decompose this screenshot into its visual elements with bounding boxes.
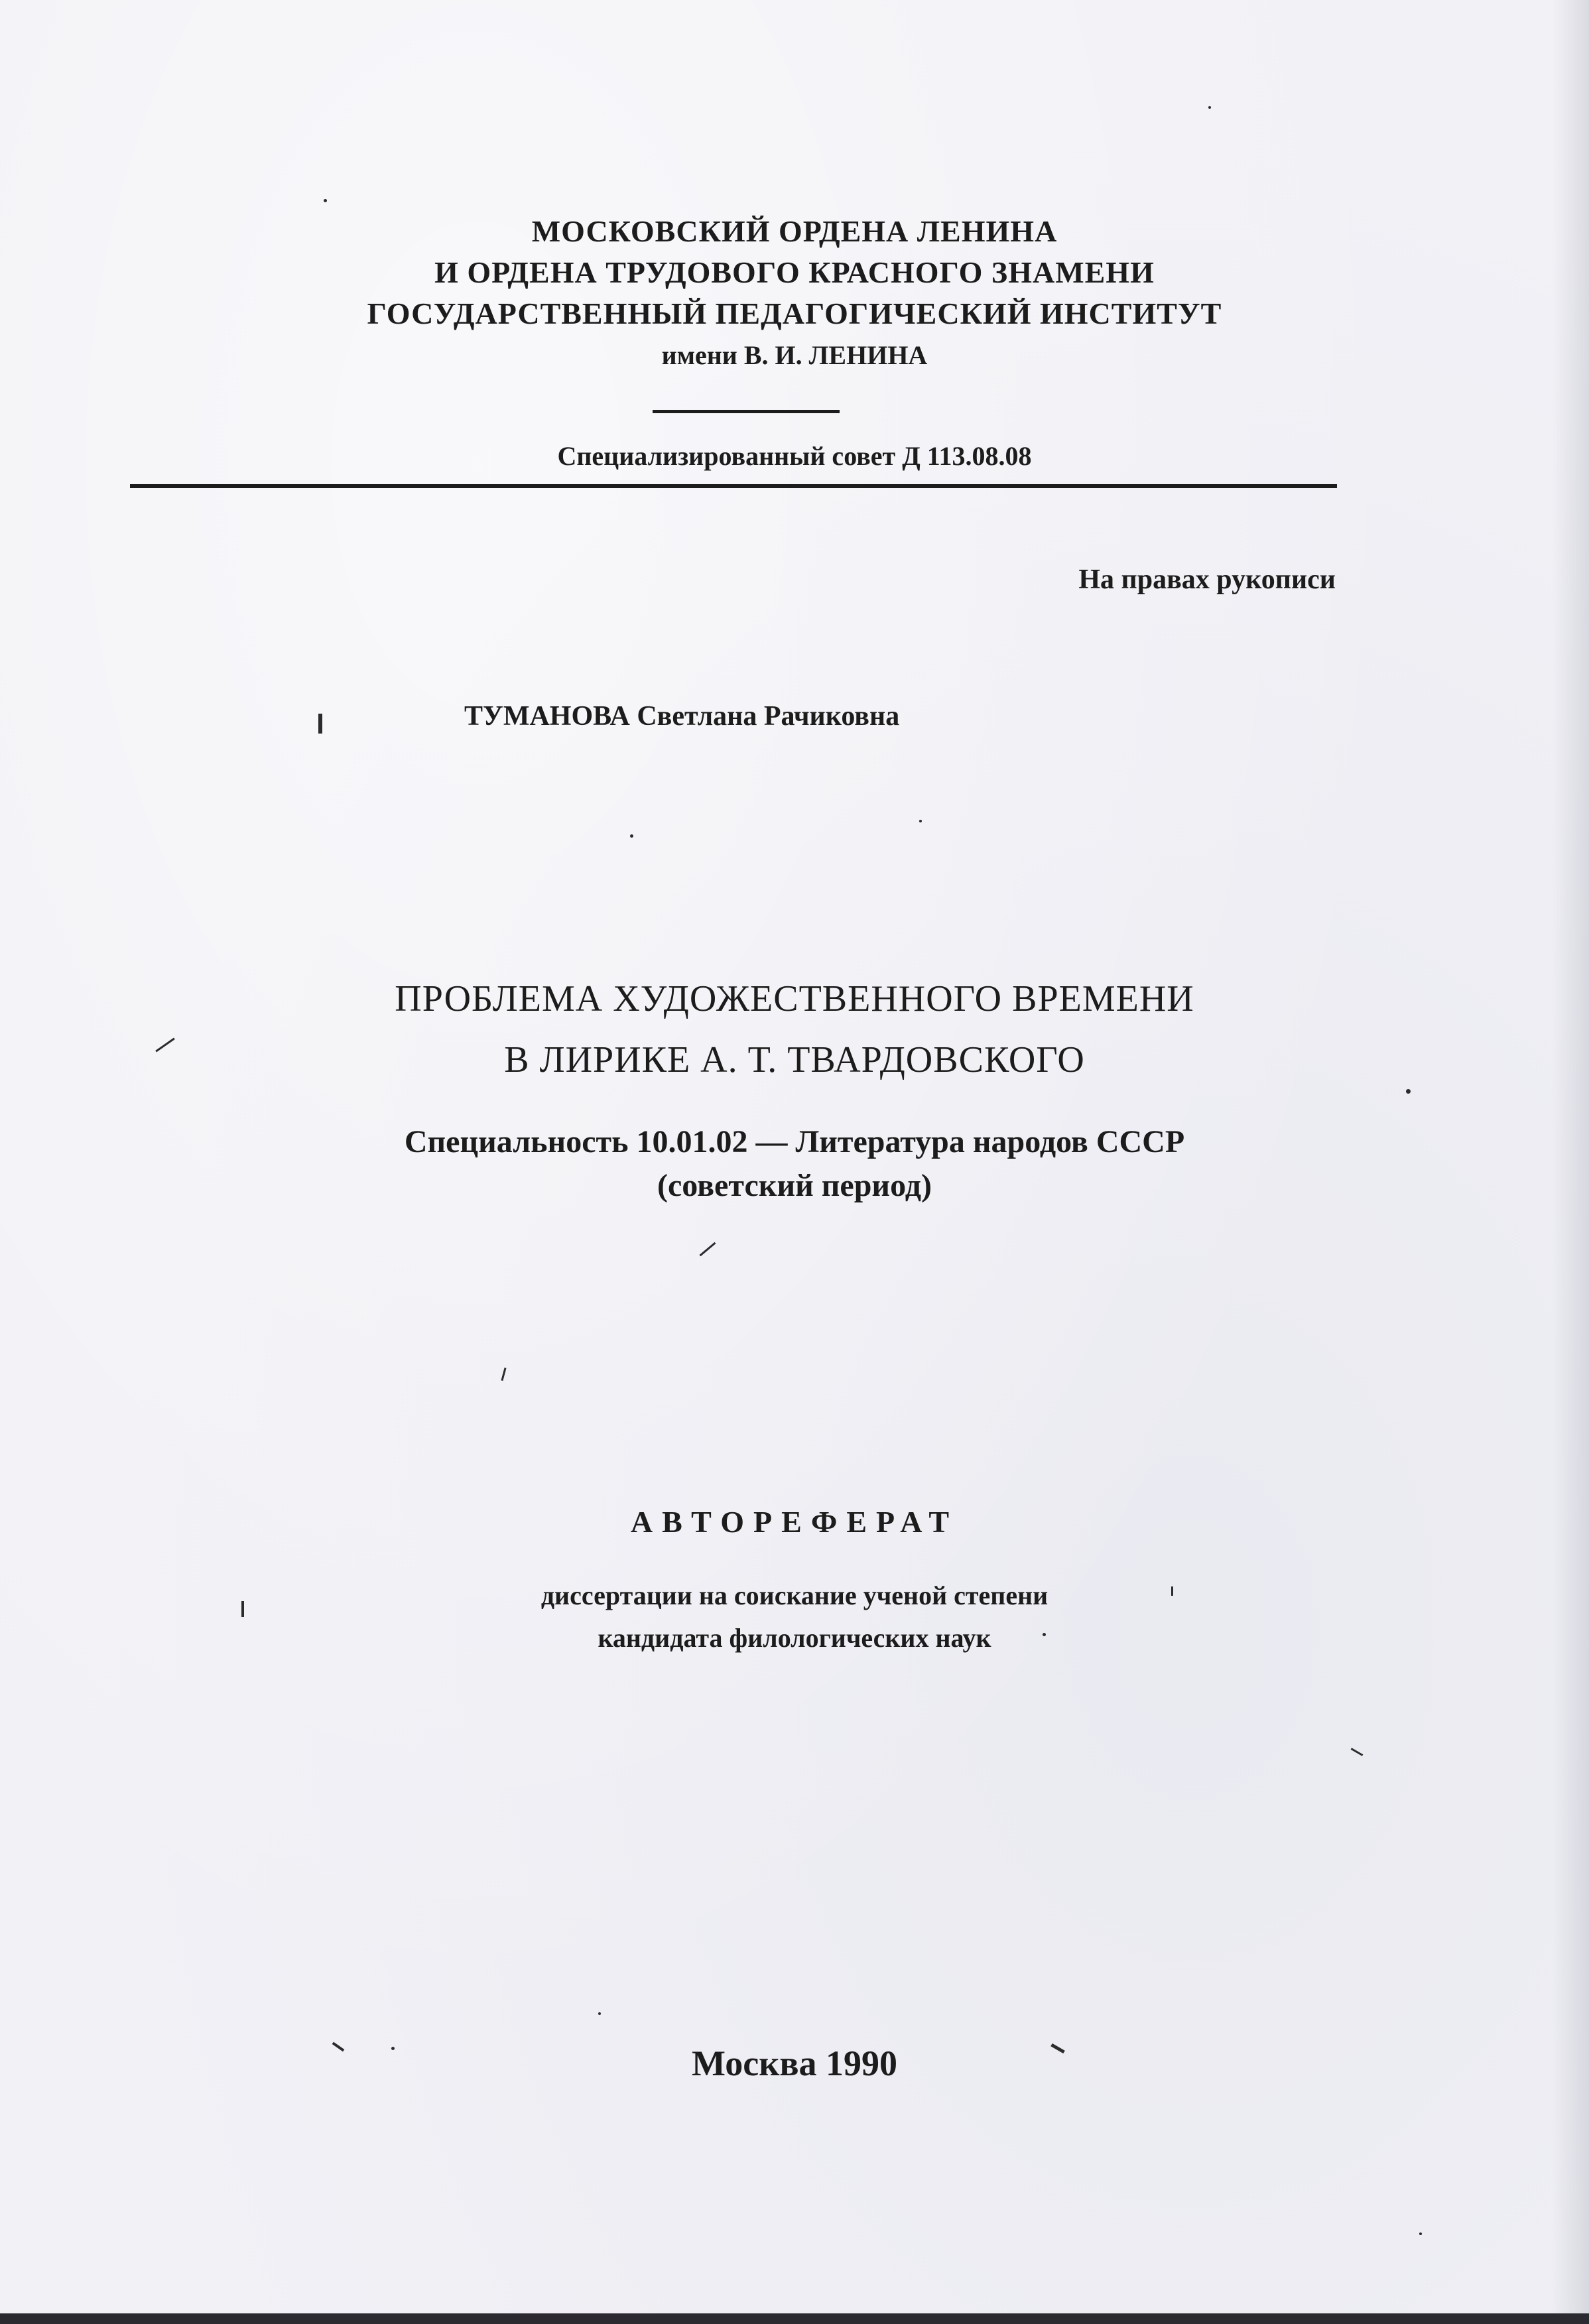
scan-speck bbox=[1043, 1633, 1046, 1636]
title-line-2: В ЛИРИКЕ А. Т. ТВАРДОВСКОГО bbox=[504, 1039, 1085, 1080]
header-divider-short bbox=[653, 410, 840, 413]
institution-line-3: ГОСУДАРСТВЕННЫЙ ПЕДАГОГИЧЕСКИЙ ИНСТИТУТ bbox=[367, 296, 1222, 330]
specialty-line-1: Специальность 10.01.02 — Литература народов СССР bbox=[404, 1124, 1185, 1159]
city-year: Москва 1990 bbox=[692, 2043, 897, 2083]
specialty-line-2: (советский период) bbox=[657, 1168, 932, 1203]
council-line: Специализированный совет Д 113.08.08 bbox=[557, 441, 1032, 471]
institution-line-2: И ОРДЕНА ТРУДОВОГО КРАСНОГО ЗНАМЕНИ bbox=[434, 255, 1155, 289]
title-line-1: ПРОБЛЕМА ХУДОЖЕСТВЕННОГО ВРЕМЕНИ bbox=[395, 978, 1194, 1019]
header-divider-long bbox=[130, 484, 1337, 488]
scan-speck bbox=[598, 2012, 601, 2015]
scan-speck bbox=[318, 714, 322, 734]
degree-line-1: диссертации на соискание ученой степени bbox=[540, 1581, 1049, 1610]
manuscript-note: На правах рукописи bbox=[1078, 564, 1336, 595]
degree-line-2: кандидата филологических наук bbox=[598, 1623, 991, 1653]
scan-speck bbox=[324, 199, 327, 202]
scan-speck bbox=[1419, 2232, 1422, 2235]
scan-speck bbox=[919, 820, 922, 822]
scan-speck bbox=[241, 1601, 244, 1617]
scan-speck bbox=[1208, 106, 1211, 109]
scan-speck bbox=[1171, 1586, 1173, 1596]
scan-bottom-border bbox=[0, 2313, 1589, 2324]
scan-speck bbox=[501, 1368, 506, 1381]
author-name: ТУМАНОВА Светлана Рачиковна bbox=[464, 701, 900, 732]
scan-speck bbox=[1351, 1748, 1364, 1756]
scan-speck bbox=[630, 834, 633, 838]
institution-line-4: имени В. И. ЛЕНИНА bbox=[661, 340, 928, 370]
document-type: АВТОРЕФЕРАТ bbox=[630, 1505, 959, 1539]
scan-speck bbox=[391, 2047, 395, 2050]
institution-line-1: МОСКОВСКИЙ ОРДЕНА ЛЕНИНА bbox=[531, 214, 1058, 248]
scan-speck bbox=[1406, 1089, 1411, 1094]
scan-speck bbox=[700, 1242, 716, 1257]
